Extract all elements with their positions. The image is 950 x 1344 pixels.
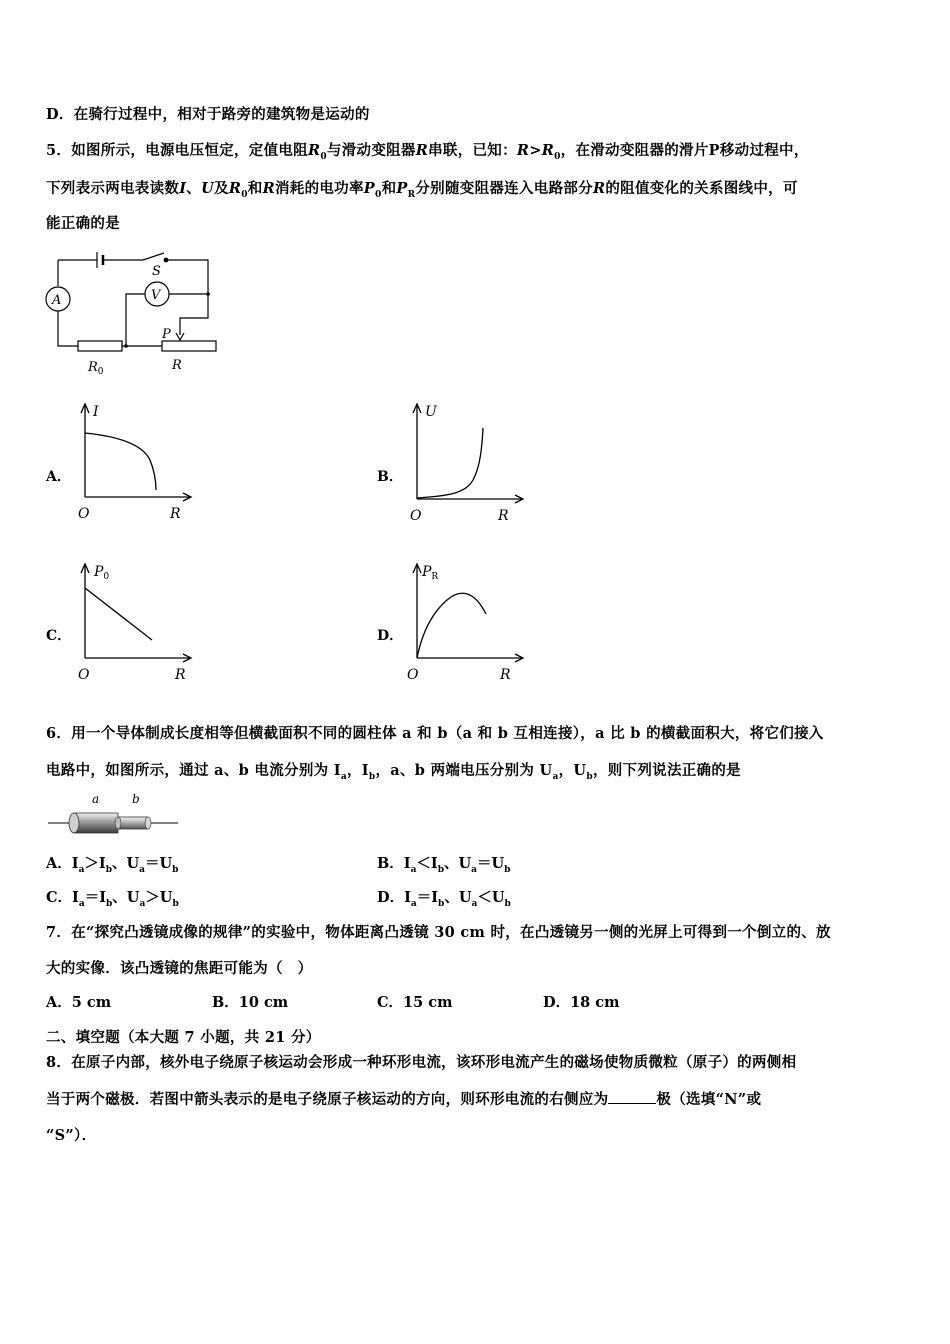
q7-option-d: D．18 cm xyxy=(543,994,620,1011)
section-2-heading: 二、填空题（本大题 7 小题，共 21 分） xyxy=(46,1029,321,1046)
graph-a-origin: O xyxy=(78,506,90,522)
q7-line-1: 7．在“探究凸透镜成像的规律”的实验中，物体距离凸透镜 30 cm 时，在凸透镜另一侧的光屏上可得到一个倒立的、放 xyxy=(46,924,831,941)
graph-c-y-label: $P_0$ xyxy=(94,564,110,582)
q7-option-a: A．5 cm xyxy=(46,994,112,1011)
graph-a-y-label: I xyxy=(93,404,99,420)
slider-label: P xyxy=(162,327,171,342)
graph-a xyxy=(70,398,200,528)
graph-b-origin: O xyxy=(410,508,422,524)
q6-line-1: 6．用一个导体制成长度相等但横截面积不同的圆柱体 a 和 b（a 和 b 互相连接），a 比 b 的横截面积大，将它们接入 xyxy=(46,725,824,742)
q7-option-b: B．10 cm xyxy=(212,994,289,1011)
ammeter-label: A xyxy=(52,293,62,308)
q5-line-2: 下列表示两电表读数I、U及$R_0$和R消耗的电功率$P_0$和$P_R$分别随变阻器连入电路部分R的阻值变化的关系图线中，可 xyxy=(46,180,798,200)
q6-option-a: A．$I_a>I_b$、$U_a=U_b$ xyxy=(46,855,179,875)
q6-option-b: B．$I_a<I_b$、$U_a=U_b$ xyxy=(377,855,511,875)
graph-c-origin: O xyxy=(78,667,90,683)
voltmeter-label: V xyxy=(151,288,161,303)
q4-option-d: D．在骑行过程中，相对于路旁的建筑物是运动的 xyxy=(46,106,370,123)
graph-c-x-label: R xyxy=(175,667,186,683)
conductor-figure xyxy=(46,790,186,838)
conductor-a-label: a xyxy=(92,792,100,806)
graph-c xyxy=(70,558,200,688)
q8-line-2: 当于两个磁极．若图中箭头表示的是电子绕原子核运动的方向，则环形电流的右侧应为 极（选填“N”或 xyxy=(46,1091,762,1108)
graph-d-y-label: $P_R$ xyxy=(422,564,439,582)
graph-d-x-label: R xyxy=(500,667,511,683)
switch-label: S xyxy=(152,264,161,279)
q5-line-3: 能正确的是 xyxy=(46,215,120,232)
graph-b-y-label: U xyxy=(425,404,437,420)
answer-blank[interactable] xyxy=(608,1091,656,1104)
q8-line-1: 8．在原子内部，核外电子绕原子核运动会形成一种环形电流，该环形电流产生的磁场使物质微粒（原子）的两侧相 xyxy=(46,1054,797,1071)
q6-option-d: D．$I_a=I_b$、$U_a<U_b$ xyxy=(377,889,511,909)
graph-b-x-label: R xyxy=(498,508,509,524)
conductor-b-label: b xyxy=(132,792,140,806)
q8-line-3: “S”）． xyxy=(46,1127,97,1144)
q6-line-2: 电路中，如图所示，通过 a、b 电流分别为 $I_a$，$I_b$，a、b 两端电压分别为 $U_a$，$U_b$，则下列说法正确的是 xyxy=(46,762,741,782)
graph-d xyxy=(402,558,532,688)
q7-option-c: C．15 cm xyxy=(377,994,453,1011)
r-label: R xyxy=(172,358,182,373)
graph-b xyxy=(402,398,532,528)
q5-option-d-label: D． xyxy=(377,628,404,644)
q5-option-b-label: B． xyxy=(377,469,403,485)
graph-d-origin: O xyxy=(407,667,419,683)
q5-option-a-label: A． xyxy=(46,469,71,485)
q5-option-c-label: C． xyxy=(46,628,72,644)
circuit-diagram xyxy=(40,243,230,378)
q6-option-c: C．$I_a=I_b$、$U_a>U_b$ xyxy=(46,889,179,909)
graph-a-x-label: R xyxy=(170,506,181,522)
q7-line-2: 大的实像．该凸透镜的焦距可能为（ ） xyxy=(46,960,313,977)
q5-line-1: 5．如图所示，电源电压恒定，定值电阻$R_0$与滑动变阻器R串联，已知：$R>R_0$，在滑动变阻器的滑片P移动过程中， xyxy=(46,142,809,162)
r0-label: $R_0$ xyxy=(88,360,104,377)
